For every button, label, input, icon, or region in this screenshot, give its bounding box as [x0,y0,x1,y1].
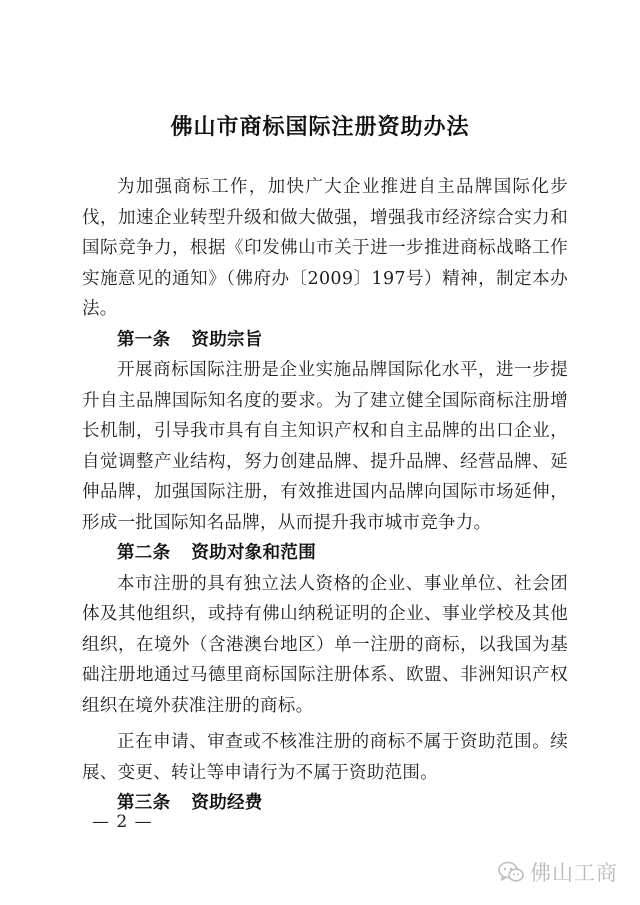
article-number: 第二条 [117,543,171,563]
article-title: 资助经费 [191,793,263,813]
article-number: 第三条 [117,793,171,813]
page-number: — 2 — [92,812,153,832]
article-1-paragraph: 开展商标国际注册是企业实施品牌国际化水平，进一步提升自主品牌国际知名度的要求。为了建立健全国际商标注册增长机制，引导我市具有自主知识产权和自主品牌的出口企业，自觉调整产业结构，努力创建品牌、提升品牌、经营品牌、延伸品牌，加强国际注册，有效推进国内品牌向国际市场延伸，形成一批国际知名品牌，从而提升我市城市竞争力。 [82,360,568,533]
article-2-heading [82,538,568,569]
wechat-icon [498,861,524,883]
document-title: 佛山市商标国际注册资助办法 [170,114,470,140]
article-title: 资助宗旨 [191,329,263,350]
article-2-paragraph-1: 本市注册的具有独立法人资格的企业、事业单位、社会团体及其他组织，或持有佛山纳税证明的企业、事业学校及其他组织，在境外（含港澳台地区）单一注册的商标，以我国为基础注册地通过马德里商标国际注册体系、欧盟、非洲知识产权组织在境外获准注册的商标。 [82,573,568,716]
article-1-heading [82,325,568,356]
article-2-paragraph-2: 正在申请、审查或不核准注册的商标不属于资助范围。续展、变更、转让等申请行为不属于资助范围。 [82,732,568,783]
article-number: 第一条 [117,329,171,350]
intro-paragraph: 为加强商标工作，加快广大企业推进自主品牌国际化步伐，加速企业转型升级和做大做强，增强我市经济综合实力和国际竞争力，根据《印发佛山市关于进一步推进商标战略工作实施意见的通知》（佛府办〔2009〕197号）精神，制定本办法。 [82,177,568,319]
article-title: 资助对象和范围 [191,543,317,563]
watermark [498,857,618,887]
watermark-text: 佛山工商 [530,861,618,885]
article-3-heading [82,788,568,819]
document-body [82,172,568,819]
